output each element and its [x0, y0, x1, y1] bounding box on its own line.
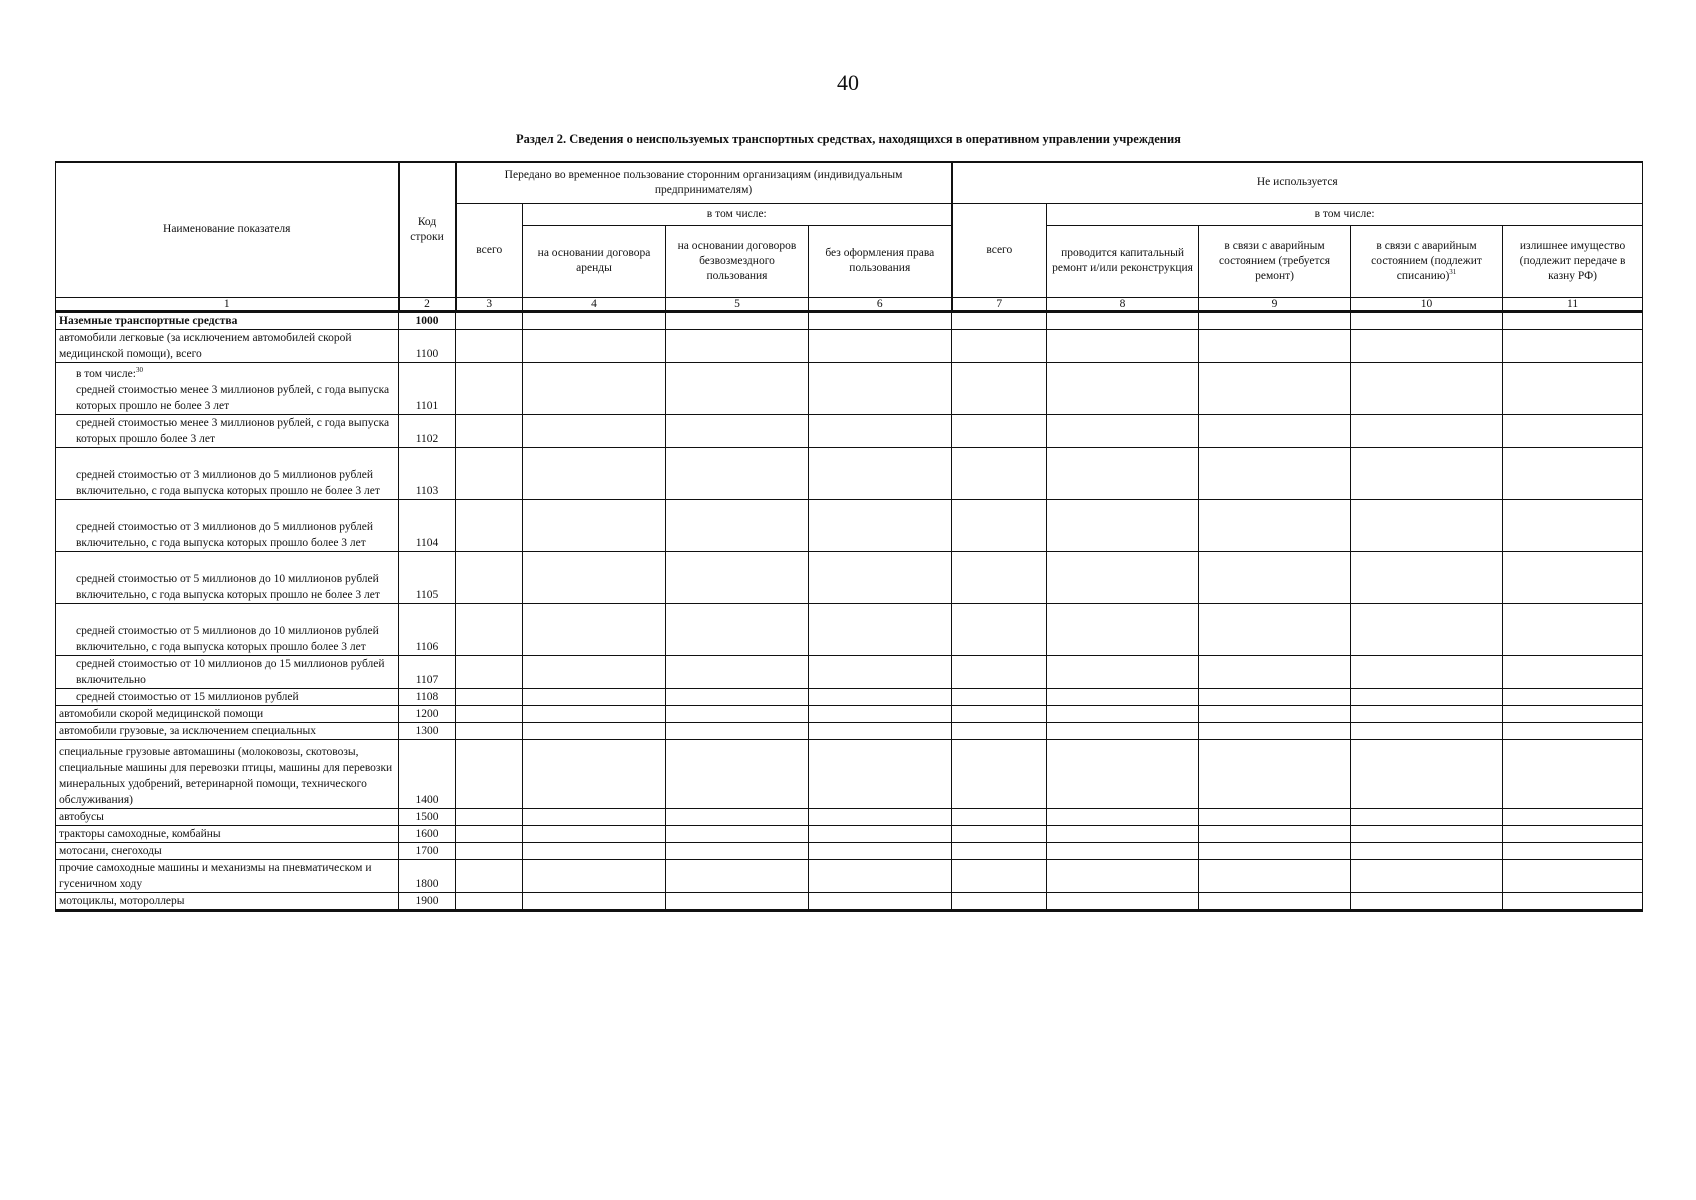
row-code: 1105 — [399, 551, 456, 603]
row-code: 1107 — [399, 655, 456, 688]
table-row — [56, 688, 1643, 705]
row-code: 1400 — [399, 739, 456, 808]
table-row — [56, 499, 1643, 551]
cell-col-3[interactable] — [456, 705, 523, 722]
table-row — [56, 892, 1643, 910]
cell-col-7[interactable] — [952, 739, 1047, 808]
cell-col-3[interactable] — [456, 499, 523, 551]
row-code: 1900 — [399, 892, 456, 910]
cell-col-11[interactable] — [1503, 688, 1643, 705]
header-col10 — [1351, 225, 1503, 297]
header-transferred-group: Передано во временное пользование сторонним организациям (индивидуальным предпринимателям) — [456, 162, 952, 203]
cell-col-8[interactable] — [1047, 362, 1199, 414]
table-row — [56, 825, 1643, 842]
cell-col-7[interactable] — [952, 808, 1047, 825]
cell-col-8[interactable] — [1047, 551, 1199, 603]
cell-col-6[interactable] — [809, 362, 952, 414]
cell-col-10[interactable] — [1351, 551, 1503, 603]
row-name-text: средней стоимостью от 15 миллионов рублей — [76, 690, 299, 703]
cell-col-6[interactable] — [809, 655, 952, 688]
cell-col-11[interactable] — [1503, 825, 1643, 842]
column-number-9: 9 — [1199, 297, 1351, 311]
cell-col-7[interactable] — [952, 447, 1047, 499]
cell-col-5[interactable] — [666, 892, 809, 910]
column-number-6: 6 — [809, 297, 952, 311]
cell-col-3[interactable] — [456, 722, 523, 739]
cell-col-4[interactable] — [523, 825, 666, 842]
cell-col-9[interactable] — [1199, 892, 1351, 910]
row-name-text: автомобили скорой медицинской помощи — [59, 707, 264, 720]
cell-col-4[interactable] — [523, 499, 666, 551]
cell-col-8[interactable] — [1047, 414, 1199, 447]
cell-col-5[interactable] — [666, 842, 809, 859]
cell-col-3[interactable] — [456, 551, 523, 603]
table-row — [56, 603, 1643, 655]
cell-col-4[interactable] — [523, 551, 666, 603]
row-name-prefix: в том числе: — [76, 367, 136, 380]
table-row — [56, 859, 1643, 892]
section-title: Раздел 2. Сведения о неиспользуемых транспортных средствах, находящихся в оперативном управлении учреждения — [516, 132, 1181, 146]
cell-col-8[interactable] — [1047, 499, 1199, 551]
row-name-text: специальные грузовые автомашины (молоковозы, скотовозы, специальные машины для перевозки птицы, машины для перевозки минеральных удобрений, ветеринарной помощи, технического обслуживания) — [59, 745, 393, 806]
cell-col-3[interactable] — [456, 842, 523, 859]
cell-col-8[interactable] — [1047, 892, 1199, 910]
column-number-10: 10 — [1351, 297, 1503, 311]
table-row — [56, 362, 1643, 414]
cell-col-9[interactable] — [1199, 603, 1351, 655]
row-name-1107 — [56, 655, 399, 688]
row-name-1101 — [56, 362, 399, 414]
column-number-4: 4 — [523, 297, 666, 311]
cell-col-4[interactable] — [523, 842, 666, 859]
header-col11: излишнее имущество (подлежит передаче в казну РФ) — [1503, 225, 1643, 297]
cell-col-3[interactable] — [456, 329, 523, 362]
row-name-text: средней стоимостью от 10 миллионов до 15 миллионов рублей включительно — [76, 657, 385, 686]
row-code: 1104 — [399, 499, 456, 551]
cell-col-5[interactable] — [666, 825, 809, 842]
cell-col-8[interactable] — [1047, 311, 1199, 329]
cell-col-3[interactable] — [456, 603, 523, 655]
column-number-7: 7 — [952, 297, 1047, 311]
cell-col-9[interactable] — [1199, 722, 1351, 739]
cell-col-7[interactable] — [952, 414, 1047, 447]
cell-col-5[interactable] — [666, 362, 809, 414]
cell-col-7[interactable] — [952, 551, 1047, 603]
cell-col-5[interactable] — [666, 551, 809, 603]
cell-col-7[interactable] — [952, 499, 1047, 551]
header-col10-footnote: 31 — [1449, 267, 1457, 276]
cell-col-11[interactable] — [1503, 892, 1643, 910]
row-name-1900 — [56, 892, 399, 910]
cell-col-8[interactable] — [1047, 705, 1199, 722]
row-code: 1200 — [399, 705, 456, 722]
row-name-text: автобусы — [59, 810, 104, 823]
column-number-5: 5 — [666, 297, 809, 311]
cell-col-3[interactable] — [456, 311, 523, 329]
row-name-1100 — [56, 329, 399, 362]
cell-col-10[interactable] — [1351, 688, 1503, 705]
cell-col-6[interactable] — [809, 329, 952, 362]
cell-col-7[interactable] — [952, 311, 1047, 329]
table-body — [56, 311, 1643, 910]
column-number-1: 1 — [56, 297, 399, 311]
column-numbers-row — [56, 297, 1643, 311]
header-transferred-total: всего — [456, 203, 523, 297]
row-name-1104 — [56, 499, 399, 551]
cell-col-10[interactable] — [1351, 655, 1503, 688]
cell-col-11[interactable] — [1503, 842, 1643, 859]
cell-col-6[interactable] — [809, 808, 952, 825]
cell-col-3[interactable] — [456, 362, 523, 414]
cell-col-5[interactable] — [666, 499, 809, 551]
cell-col-7[interactable] — [952, 842, 1047, 859]
cell-col-11[interactable] — [1503, 705, 1643, 722]
row-name-text: тракторы самоходные, комбайны — [59, 827, 221, 840]
cell-col-3[interactable] — [456, 825, 523, 842]
cell-col-8[interactable] — [1047, 329, 1199, 362]
cell-col-3[interactable] — [456, 655, 523, 688]
table-row — [56, 705, 1643, 722]
cell-col-4[interactable] — [523, 447, 666, 499]
cell-col-10[interactable] — [1351, 499, 1503, 551]
cell-col-7[interactable] — [952, 329, 1047, 362]
row-code: 1108 — [399, 688, 456, 705]
cell-col-7[interactable] — [952, 722, 1047, 739]
cell-col-11[interactable] — [1503, 447, 1643, 499]
row-code: 1101 — [399, 362, 456, 414]
row-name-text: средней стоимостью менее 3 миллионов рублей, с года выпуска которых прошло не более 3 лет — [76, 383, 390, 412]
cell-col-10[interactable] — [1351, 722, 1503, 739]
header-not-used-group: Не используется — [952, 162, 1643, 203]
row-name-text: средней стоимостью от 3 миллионов до 5 миллионов рублей включительно, с года выпуска которых прошло не более 3 лет — [76, 468, 380, 497]
cell-col-11[interactable] — [1503, 859, 1643, 892]
cell-col-10[interactable] — [1351, 892, 1503, 910]
cell-col-3[interactable] — [456, 447, 523, 499]
cell-col-10[interactable] — [1351, 414, 1503, 447]
page-number: 40 — [837, 70, 859, 95]
cell-col-10[interactable] — [1351, 842, 1503, 859]
cell-col-11[interactable] — [1503, 329, 1643, 362]
cell-col-6[interactable] — [809, 447, 952, 499]
row-name-text: автомобили легковые (за исключением автомобилей скорой медицинской помощи), всего — [59, 331, 352, 360]
cell-col-3[interactable] — [456, 808, 523, 825]
cell-col-6[interactable] — [809, 892, 952, 910]
cell-col-4[interactable] — [523, 705, 666, 722]
cell-col-7[interactable] — [952, 825, 1047, 842]
cell-col-11[interactable] — [1503, 362, 1643, 414]
cell-col-8[interactable] — [1047, 688, 1199, 705]
cell-col-9[interactable] — [1199, 825, 1351, 842]
row-name-1108 — [56, 688, 399, 705]
row-name-1800 — [56, 859, 399, 892]
cell-col-8[interactable] — [1047, 722, 1199, 739]
row-code: 1102 — [399, 414, 456, 447]
cell-col-11[interactable] — [1503, 655, 1643, 688]
cell-col-4[interactable] — [523, 414, 666, 447]
cell-col-5[interactable] — [666, 655, 809, 688]
cell-col-10[interactable] — [1351, 447, 1503, 499]
cell-col-5[interactable] — [666, 311, 809, 329]
cell-col-7[interactable] — [952, 362, 1047, 414]
row-code: 1500 — [399, 808, 456, 825]
row-name-footnote: 30 — [135, 365, 143, 374]
cell-col-6[interactable] — [809, 705, 952, 722]
cell-col-5[interactable] — [666, 447, 809, 499]
row-name-1106 — [56, 603, 399, 655]
cell-col-7[interactable] — [952, 859, 1047, 892]
cell-col-11[interactable] — [1503, 499, 1643, 551]
cell-col-6[interactable] — [809, 859, 952, 892]
cell-col-8[interactable] — [1047, 859, 1199, 892]
table-row — [56, 329, 1643, 362]
row-name-1400 — [56, 739, 399, 808]
cell-col-9[interactable] — [1199, 688, 1351, 705]
cell-col-10[interactable] — [1351, 825, 1503, 842]
cell-col-9[interactable] — [1199, 705, 1351, 722]
cell-col-11[interactable] — [1503, 722, 1643, 739]
header-not-used-total: всего — [952, 203, 1047, 297]
cell-col-7[interactable] — [952, 603, 1047, 655]
cell-col-10[interactable] — [1351, 311, 1503, 329]
cell-col-5[interactable] — [666, 688, 809, 705]
row-name-1200 — [56, 705, 399, 722]
cell-col-6[interactable] — [809, 825, 952, 842]
row-name-text: мотоциклы, мотороллеры — [59, 894, 185, 907]
row-name-1102 — [56, 414, 399, 447]
cell-col-6[interactable] — [809, 551, 952, 603]
header-col8: проводится капитальный ремонт и/или реконструкция — [1047, 225, 1199, 297]
table-row — [56, 551, 1643, 603]
header-col4: на основании договора аренды — [523, 225, 666, 297]
cell-col-9[interactable] — [1199, 859, 1351, 892]
row-code: 1300 — [399, 722, 456, 739]
cell-col-8[interactable] — [1047, 808, 1199, 825]
row-code: 1103 — [399, 447, 456, 499]
row-name-text: автомобили грузовые, за исключением специальных — [59, 724, 316, 737]
cell-col-9[interactable] — [1199, 808, 1351, 825]
cell-col-10[interactable] — [1351, 739, 1503, 808]
cell-col-6[interactable] — [809, 739, 952, 808]
row-name-1300 — [56, 722, 399, 739]
table-row — [56, 311, 1643, 329]
cell-col-6[interactable] — [809, 842, 952, 859]
cell-col-9[interactable] — [1199, 329, 1351, 362]
row-name-text: Наземные транспортные средства — [59, 314, 238, 327]
cell-col-4[interactable] — [523, 688, 666, 705]
cell-col-4[interactable] — [523, 329, 666, 362]
cell-col-6[interactable] — [809, 603, 952, 655]
cell-col-6[interactable] — [809, 311, 952, 329]
table-row — [56, 414, 1643, 447]
cell-col-3[interactable] — [456, 688, 523, 705]
row-code: 1100 — [399, 329, 456, 362]
header-col5: на основании договоров безвозмездного пользования — [666, 225, 809, 297]
cell-col-10[interactable] — [1351, 329, 1503, 362]
header-col9: в связи с аварийным состоянием (требуется ремонт) — [1199, 225, 1351, 297]
cell-col-3[interactable] — [456, 892, 523, 910]
cell-col-11[interactable] — [1503, 739, 1643, 808]
cell-col-8[interactable] — [1047, 655, 1199, 688]
cell-col-7[interactable] — [952, 688, 1047, 705]
cell-col-5[interactable] — [666, 859, 809, 892]
cell-col-5[interactable] — [666, 808, 809, 825]
row-name-1600 — [56, 825, 399, 842]
cell-col-9[interactable] — [1199, 842, 1351, 859]
row-name-1105 — [56, 551, 399, 603]
header-col6: без оформления права пользования — [809, 225, 952, 297]
cell-col-5[interactable] — [666, 414, 809, 447]
cell-col-8[interactable] — [1047, 603, 1199, 655]
cell-col-7[interactable] — [952, 892, 1047, 910]
table-row — [56, 842, 1643, 859]
table-row — [56, 808, 1643, 825]
cell-col-3[interactable] — [456, 414, 523, 447]
cell-col-6[interactable] — [809, 499, 952, 551]
table-row — [56, 722, 1643, 739]
cell-col-10[interactable] — [1351, 362, 1503, 414]
cell-col-11[interactable] — [1503, 551, 1643, 603]
cell-col-11[interactable] — [1503, 414, 1643, 447]
row-code: 1600 — [399, 825, 456, 842]
row-code: 1700 — [399, 842, 456, 859]
cell-col-4[interactable] — [523, 655, 666, 688]
column-number-8: 8 — [1047, 297, 1199, 311]
cell-col-9[interactable] — [1199, 414, 1351, 447]
cell-col-9[interactable] — [1199, 655, 1351, 688]
header-code: Код строки — [399, 162, 456, 297]
cell-col-11[interactable] — [1503, 603, 1643, 655]
row-name-text: средней стоимостью менее 3 миллионов рублей, с года выпуска которых прошло более 3 лет — [76, 416, 390, 445]
row-name-text: средней стоимостью от 5 миллионов до 10 миллионов рублей включительно, с года выпуска которых прошло не более 3 лет — [76, 572, 380, 601]
cell-col-9[interactable] — [1199, 447, 1351, 499]
cell-col-5[interactable] — [666, 722, 809, 739]
cell-col-8[interactable] — [1047, 447, 1199, 499]
cell-col-8[interactable] — [1047, 739, 1199, 808]
cell-col-4[interactable] — [523, 808, 666, 825]
column-number-11: 11 — [1503, 297, 1643, 311]
header-not-used-including: в том числе: — [1047, 203, 1643, 225]
cell-col-5[interactable] — [666, 329, 809, 362]
cell-col-6[interactable] — [809, 722, 952, 739]
row-name-1500 — [56, 808, 399, 825]
cell-col-3[interactable] — [456, 859, 523, 892]
cell-col-4[interactable] — [523, 739, 666, 808]
cell-col-9[interactable] — [1199, 499, 1351, 551]
cell-col-9[interactable] — [1199, 362, 1351, 414]
row-name-text: мотосани, снегоходы — [59, 844, 162, 857]
cell-col-4[interactable] — [523, 362, 666, 414]
cell-col-10[interactable] — [1351, 859, 1503, 892]
cell-col-5[interactable] — [666, 603, 809, 655]
header-col10-text: в связи с аварийным состоянием (подлежит списанию) — [1371, 239, 1482, 282]
cell-col-5[interactable] — [666, 739, 809, 808]
row-name-text: средней стоимостью от 3 миллионов до 5 миллионов рублей включительно, с года выпуска которых прошло более 3 лет — [76, 520, 374, 549]
cell-col-9[interactable] — [1199, 739, 1351, 808]
cell-col-9[interactable] — [1199, 311, 1351, 329]
row-code: 1106 — [399, 603, 456, 655]
row-code: 1000 — [399, 311, 456, 329]
row-code: 1800 — [399, 859, 456, 892]
row-name-1000 — [56, 311, 399, 329]
cell-col-11[interactable] — [1503, 311, 1643, 329]
cell-col-11[interactable] — [1503, 808, 1643, 825]
header-transferred-including: в том числе: — [523, 203, 952, 225]
cell-col-7[interactable] — [952, 705, 1047, 722]
cell-col-10[interactable] — [1351, 603, 1503, 655]
cell-col-8[interactable] — [1047, 825, 1199, 842]
cell-col-5[interactable] — [666, 705, 809, 722]
table-row — [56, 655, 1643, 688]
cell-col-4[interactable] — [523, 311, 666, 329]
row-name-text: прочие самоходные машины и механизмы на пневматическом и гусеничном ходу — [59, 861, 372, 890]
cell-col-10[interactable] — [1351, 808, 1503, 825]
cell-col-4[interactable] — [523, 603, 666, 655]
cell-col-6[interactable] — [809, 688, 952, 705]
row-name-1103 — [56, 447, 399, 499]
cell-col-4[interactable] — [523, 722, 666, 739]
table-row — [56, 739, 1643, 808]
header-name: Наименование показателя — [56, 162, 399, 297]
cell-col-4[interactable] — [523, 859, 666, 892]
column-number-3: 3 — [456, 297, 523, 311]
cell-col-9[interactable] — [1199, 551, 1351, 603]
cell-col-3[interactable] — [456, 739, 523, 808]
cell-col-7[interactable] — [952, 655, 1047, 688]
table-row — [56, 447, 1643, 499]
cell-col-4[interactable] — [523, 892, 666, 910]
unused-vehicles-table — [55, 161, 1643, 912]
cell-col-8[interactable] — [1047, 842, 1199, 859]
column-number-2: 2 — [399, 297, 456, 311]
cell-col-10[interactable] — [1351, 705, 1503, 722]
cell-col-6[interactable] — [809, 414, 952, 447]
row-name-1700 — [56, 842, 399, 859]
row-name-text: средней стоимостью от 5 миллионов до 10 миллионов рублей включительно, с года выпуска которых прошло более 3 лет — [76, 624, 379, 653]
